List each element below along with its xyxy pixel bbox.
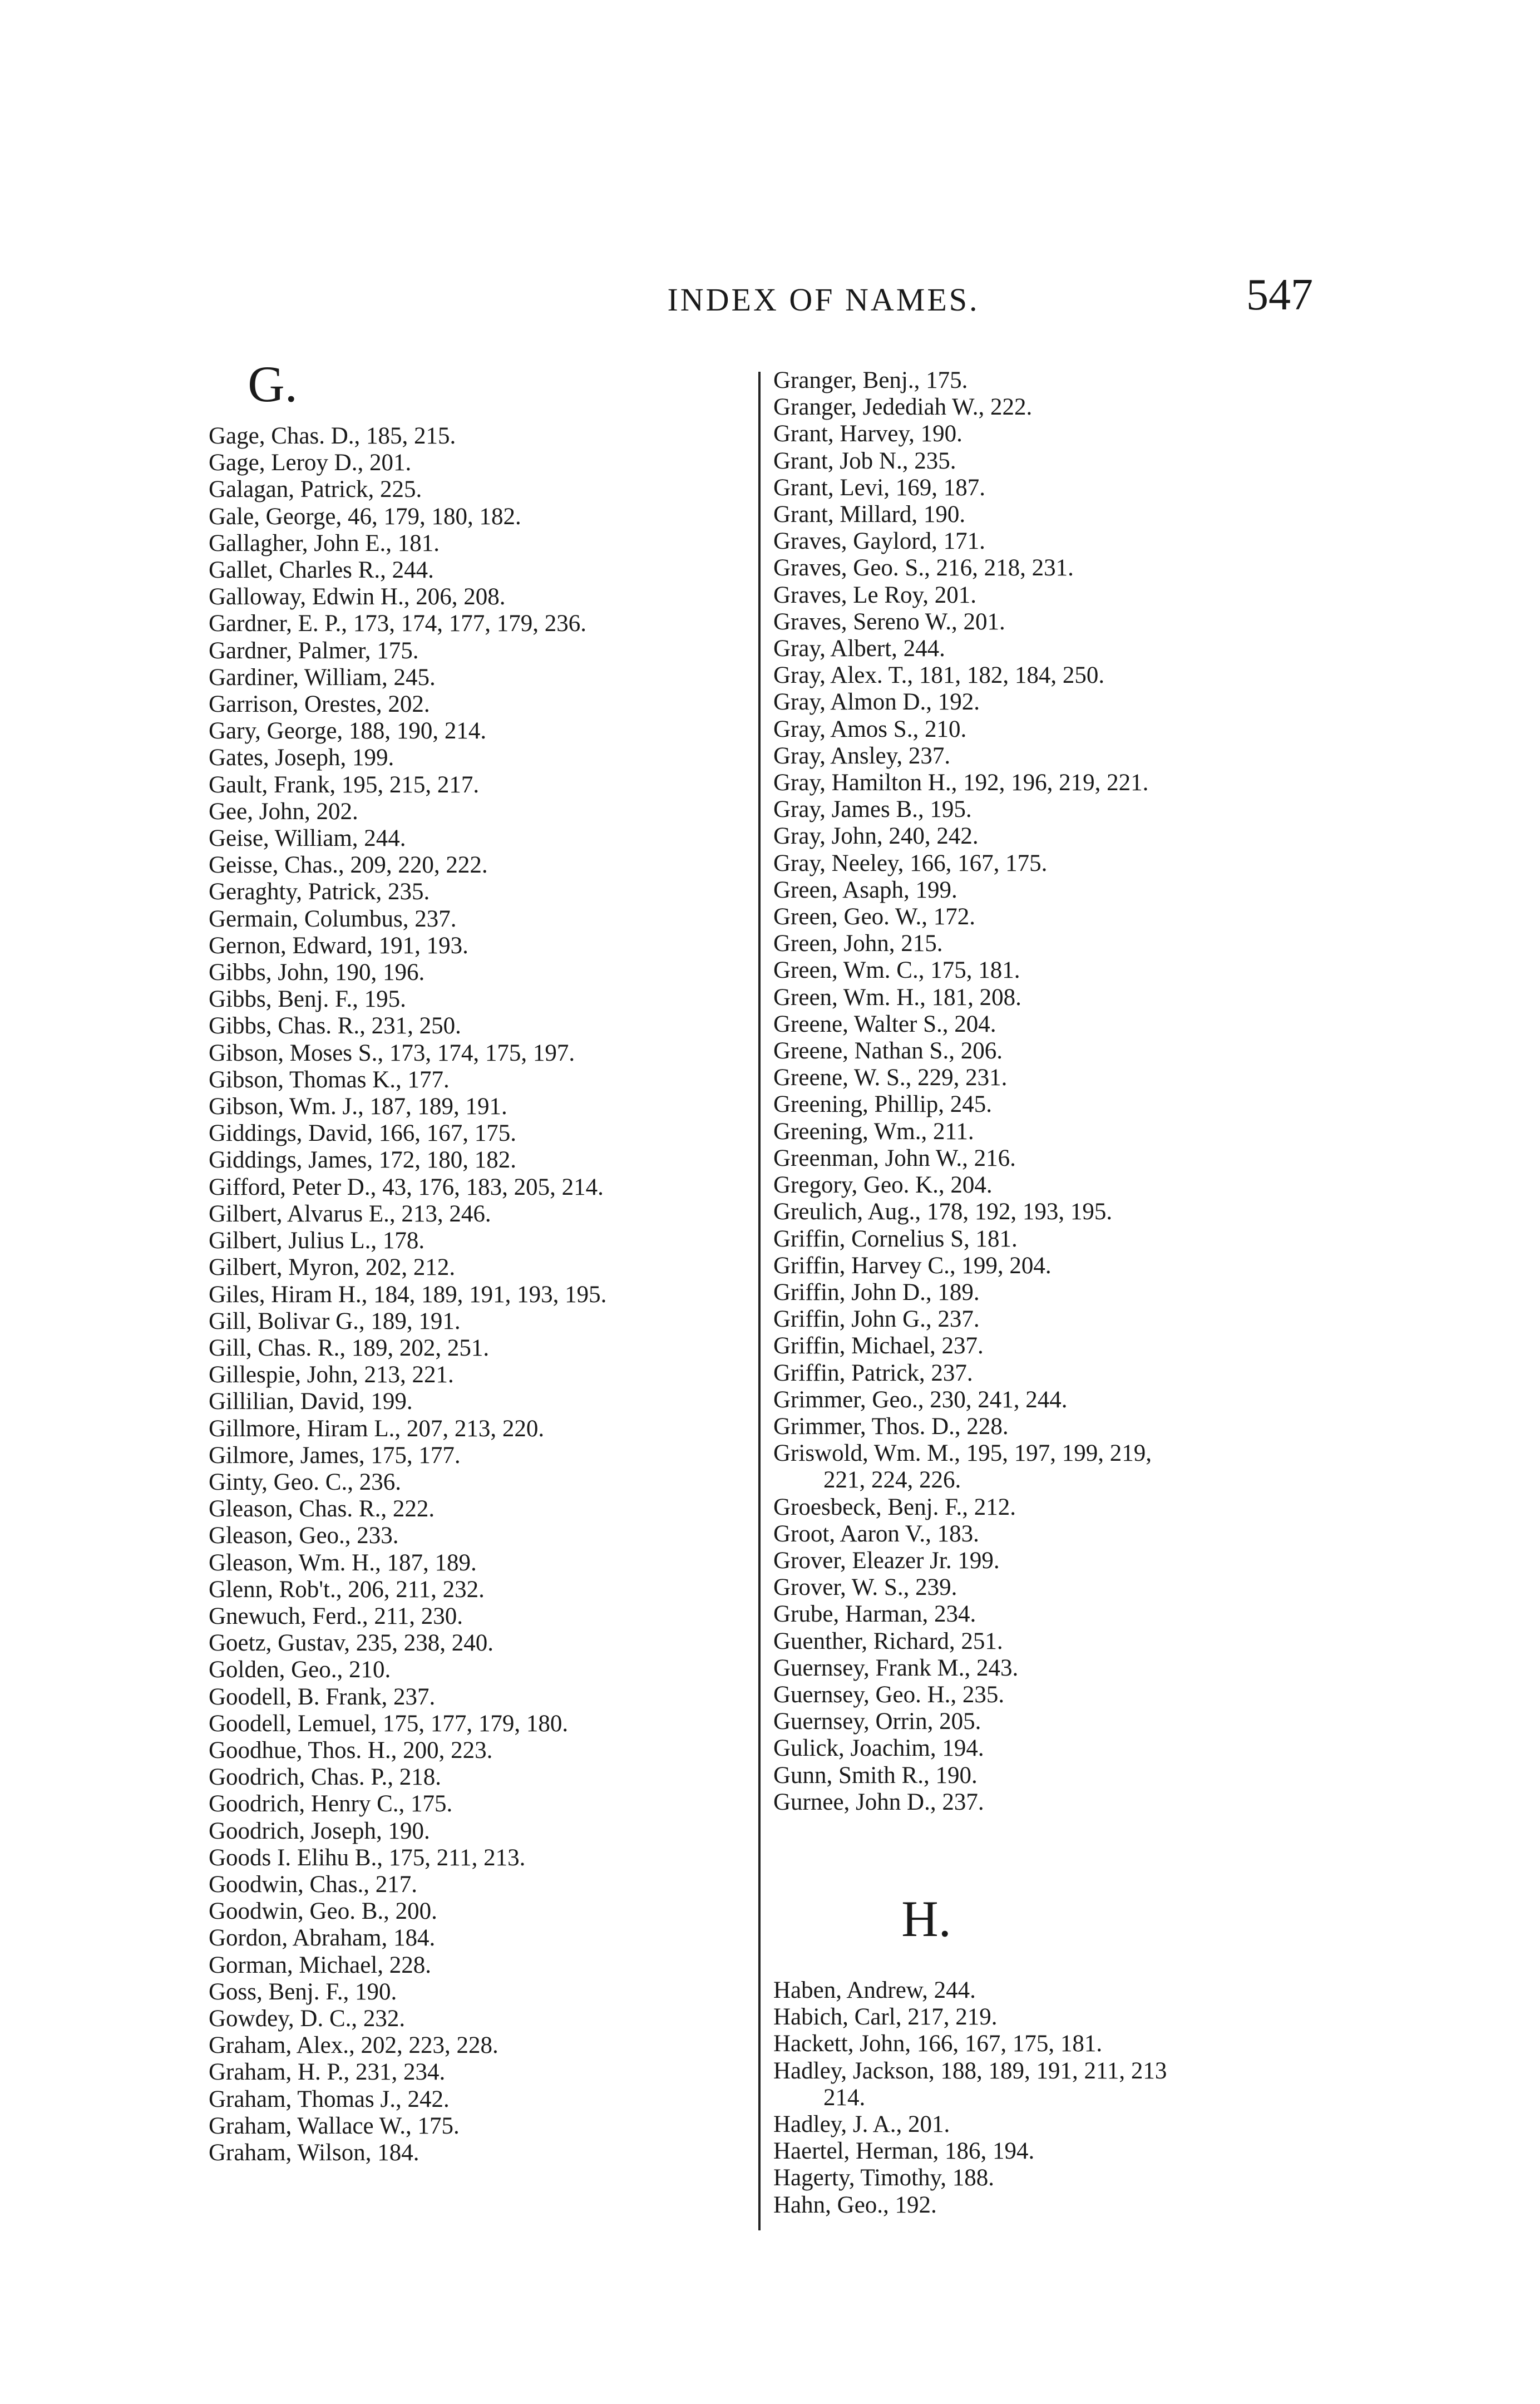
index-entry: Grimmer, Thos. D., 228. bbox=[773, 1413, 1009, 1440]
index-entry: Giles, Hiram H., 184, 189, 191, 193, 195. bbox=[209, 1281, 607, 1308]
index-entry: Gray, Ansley, 237. bbox=[773, 742, 951, 769]
index-entry: Geise, William, 244. bbox=[209, 825, 406, 852]
index-entry: Goodwin, Chas., 217. bbox=[209, 1871, 418, 1898]
column-divider bbox=[758, 372, 761, 2230]
index-entry: Giddings, James, 172, 180, 182. bbox=[209, 1147, 517, 1174]
index-entry: Gray, Hamilton H., 192, 196, 219, 221. bbox=[773, 770, 1149, 796]
index-entry: Granger, Jedediah W., 222. bbox=[773, 394, 1033, 421]
index-entry: Graham, Wilson, 184. bbox=[209, 2140, 419, 2166]
index-entry: Gnewuch, Ferd., 211, 230. bbox=[209, 1603, 463, 1629]
index-entry: Gleason, Chas. R., 222. bbox=[209, 1496, 435, 1523]
index-entry: Griffin, Michael, 237. bbox=[773, 1333, 984, 1359]
index-entry: Gibson, Moses S., 173, 174, 175, 197. bbox=[209, 1040, 575, 1066]
index-entry: Gibbs, Chas. R., 231, 250. bbox=[209, 1013, 461, 1040]
index-entry: Gibbs, Benj. F., 195. bbox=[209, 986, 406, 1013]
index-entry: Gage, Chas. D., 185, 215. bbox=[209, 423, 456, 449]
index-entry: Grant, Harvey, 190. bbox=[773, 421, 962, 447]
index-entry: Gage, Leroy D., 201. bbox=[209, 450, 412, 476]
index-entry: 214. bbox=[823, 2084, 866, 2111]
index-entry: Greenman, John W., 216. bbox=[773, 1145, 1016, 1171]
index-entry: Goodrich, Chas. P., 218. bbox=[209, 1764, 442, 1791]
index-entry: Griffin, Patrick, 237. bbox=[773, 1359, 973, 1386]
index-entry: Goodell, B. Frank, 237. bbox=[209, 1683, 436, 1710]
right-column bbox=[773, 367, 1352, 2219]
running-title: INDEX OF NAMES. bbox=[667, 282, 980, 318]
index-entry: Gallet, Charles R., 244. bbox=[209, 557, 434, 584]
index-entry: Graves, Le Roy, 201. bbox=[773, 582, 977, 608]
index-entry: Hahn, Geo., 192. bbox=[773, 2191, 937, 2218]
index-entry: Griswold, Wm. M., 195, 197, 199, 219, bbox=[773, 1440, 1152, 1467]
index-entry: Greening, Wm., 211. bbox=[773, 1118, 974, 1145]
index-entry: Giddings, David, 166, 167, 175. bbox=[209, 1120, 517, 1147]
index-entry: Guernsey, Frank M., 243. bbox=[773, 1654, 1019, 1681]
index-entry: Greening, Phillip, 245. bbox=[773, 1091, 992, 1118]
index-entry: Graham, Wallace W., 175. bbox=[209, 2112, 460, 2139]
index-entry: Habich, Carl, 217, 219. bbox=[773, 2004, 998, 2031]
index-entry: Hadley, J. A., 201. bbox=[773, 2111, 950, 2137]
index-entry: Gilbert, Julius L., 178. bbox=[209, 1228, 425, 1254]
index-entry: Gillmore, Hiram L., 207, 213, 220. bbox=[209, 1415, 545, 1442]
index-entry: Greene, Walter S., 204. bbox=[773, 1011, 996, 1037]
index-entry: Gray, James B., 195. bbox=[773, 796, 972, 823]
index-entry: Gleason, Geo., 233. bbox=[209, 1523, 399, 1549]
index-entry: Graham, Thomas J., 242. bbox=[209, 2086, 450, 2112]
index-entry: Gault, Frank, 195, 215, 217. bbox=[209, 771, 480, 798]
index-entry: Green, John, 215. bbox=[773, 930, 943, 957]
index-entry: Gardner, E. P., 173, 174, 177, 179, 236. bbox=[209, 610, 587, 637]
index-entry: Goodell, Lemuel, 175, 177, 179, 180. bbox=[209, 1710, 569, 1737]
index-entry: Grant, Levi, 169, 187. bbox=[773, 474, 985, 501]
index-entry: Grant, Millard, 190. bbox=[773, 501, 966, 528]
index-entry: Gilbert, Myron, 202, 212. bbox=[209, 1254, 456, 1281]
index-entry: Gray, Amos S., 210. bbox=[773, 716, 967, 742]
index-entry: Gray, Neeley, 166, 167, 175. bbox=[773, 850, 1048, 876]
index-entry: Gurnee, John D., 237. bbox=[773, 1789, 984, 1815]
index-entry: Goodhue, Thos. H., 200, 223. bbox=[209, 1737, 493, 1763]
index-entry: Gillilian, David, 199. bbox=[209, 1388, 413, 1415]
index-entry: Golden, Geo., 210. bbox=[209, 1657, 391, 1683]
index-entry: Hackett, John, 166, 167, 175, 181. bbox=[773, 2031, 1103, 2057]
index-entry: Goodrich, Henry C., 175. bbox=[209, 1791, 453, 1817]
index-entry: Goods I. Elihu B., 175, 211, 213. bbox=[209, 1844, 526, 1871]
index-entry: Gulick, Joachim, 194. bbox=[773, 1735, 984, 1762]
index-entry: Granger, Benj., 175. bbox=[773, 367, 968, 393]
index-entry: Griffin, Cornelius S, 181. bbox=[773, 1225, 1018, 1252]
index-entry: Gillespie, John, 213, 221. bbox=[209, 1362, 454, 1388]
index-entry: Haben, Andrew, 244. bbox=[773, 1977, 976, 2003]
index-entry: Graves, Sereno W., 201. bbox=[773, 608, 1005, 635]
index-entry: Grimmer, Geo., 230, 241, 244. bbox=[773, 1386, 1068, 1413]
index-entry: Groot, Aaron V., 183. bbox=[773, 1520, 979, 1547]
index-entry: Griffin, Harvey C., 199, 204. bbox=[773, 1252, 1052, 1279]
index-entry: Ginty, Geo. C., 236. bbox=[209, 1469, 401, 1495]
index-entry-list bbox=[773, 1977, 1352, 2219]
index-entry: Galagan, Patrick, 225. bbox=[209, 476, 422, 503]
index-entry: Gary, George, 188, 190, 214. bbox=[209, 718, 487, 745]
index-entry: Graves, Geo. S., 216, 218, 231. bbox=[773, 555, 1074, 582]
index-entry: Gibson, Wm. J., 187, 189, 191. bbox=[209, 1093, 507, 1120]
index-entry: Gordon, Abraham, 184. bbox=[209, 1925, 436, 1952]
index-entry: Graham, Alex., 202, 223, 228. bbox=[209, 2032, 498, 2059]
index-entry: Gleason, Wm. H., 187, 189. bbox=[209, 1549, 477, 1576]
index-entry: Gray, Alex. T., 181, 182, 184, 250. bbox=[773, 662, 1105, 689]
index-entry: Goodwin, Geo. B., 200. bbox=[209, 1898, 437, 1925]
index-entry: Gates, Joseph, 199. bbox=[209, 745, 394, 771]
index-entry: Guernsey, Geo. H., 235. bbox=[773, 1681, 1005, 1708]
index-entry: Green, Wm. H., 181, 208. bbox=[773, 984, 1021, 1011]
index-entry: Green, Geo. W., 172. bbox=[773, 904, 976, 930]
index-entry: Guernsey, Orrin, 205. bbox=[773, 1708, 981, 1735]
index-entry: Germain, Columbus, 237. bbox=[209, 905, 457, 932]
index-entry: Greene, Nathan S., 206. bbox=[773, 1038, 1003, 1065]
index-entry: Gee, John, 202. bbox=[209, 798, 358, 825]
index-entry: Gilmore, James, 175, 177. bbox=[209, 1442, 461, 1469]
index-entry: Grover, Eleazer Jr. 199. bbox=[773, 1547, 1000, 1574]
index-entry: Gorman, Michael, 228. bbox=[209, 1952, 432, 1978]
index-entry: Galloway, Edwin H., 206, 208. bbox=[209, 584, 506, 610]
index-entry: Greulich, Aug., 178, 192, 193, 195. bbox=[773, 1199, 1113, 1225]
index-entry: Gray, Albert, 244. bbox=[773, 636, 945, 662]
index-entry: Green, Asaph, 199. bbox=[773, 876, 957, 903]
index-entry: Graves, Gaylord, 171. bbox=[773, 528, 985, 555]
index-entry: Gibbs, John, 190, 196. bbox=[209, 959, 425, 986]
index-entry: Hadley, Jackson, 188, 189, 191, 211, 213 bbox=[773, 2057, 1167, 2084]
index-entry: Gernon, Edward, 191, 193. bbox=[209, 932, 468, 959]
index-entry: Goetz, Gustav, 235, 238, 240. bbox=[209, 1630, 493, 1657]
index-entry: Gale, George, 46, 179, 180, 182. bbox=[209, 503, 521, 530]
index-entry: Gardiner, William, 245. bbox=[209, 664, 436, 691]
index-entry: Gunn, Smith R., 190. bbox=[773, 1762, 978, 1789]
index-entry: Hagerty, Timothy, 188. bbox=[773, 2165, 994, 2191]
index-entry: Greene, W. S., 229, 231. bbox=[773, 1065, 1008, 1091]
index-entry: Groesbeck, Benj. F., 212. bbox=[773, 1494, 1016, 1520]
index-entry: Geraghty, Patrick, 235. bbox=[209, 879, 430, 905]
index-entry: Garrison, Orestes, 202. bbox=[209, 691, 430, 718]
index-entry: Goss, Benj. F., 190. bbox=[209, 1978, 397, 2005]
index-entry: Gardner, Palmer, 175. bbox=[209, 637, 419, 664]
index-entry-list bbox=[773, 367, 1352, 1816]
index-entry: Grube, Harman, 234. bbox=[773, 1601, 976, 1628]
index-entry: Griffin, John G., 237. bbox=[773, 1306, 980, 1333]
index-entry: Gowdey, D. C., 232. bbox=[209, 2005, 406, 2032]
left-column bbox=[209, 345, 765, 2166]
index-entry: Gregory, Geo. K., 204. bbox=[773, 1172, 993, 1199]
index-entry: Haertel, Herman, 186, 194. bbox=[773, 2138, 1035, 2165]
index-entry: Gallagher, John E., 181. bbox=[209, 530, 440, 556]
index-entry: Gibson, Thomas K., 177. bbox=[209, 1066, 450, 1093]
index-entry: Geisse, Chas., 209, 220, 222. bbox=[209, 852, 488, 879]
index-entry: Gray, Almon D., 192. bbox=[773, 689, 980, 716]
index-entry: Glenn, Rob't., 206, 211, 232. bbox=[209, 1576, 485, 1603]
index-entry: Grover, W. S., 239. bbox=[773, 1574, 957, 1601]
page-number: 547 bbox=[1246, 270, 1313, 319]
index-entry: Griffin, John D., 189. bbox=[773, 1279, 980, 1306]
index-entry: Green, Wm. C., 175, 181. bbox=[773, 957, 1020, 984]
index-entry: Goodrich, Joseph, 190. bbox=[209, 1817, 430, 1844]
section-heading-h: H. bbox=[901, 1890, 951, 1947]
section-heading-g: G. bbox=[248, 356, 298, 412]
index-entry-list bbox=[209, 423, 765, 2166]
index-entry: Gill, Bolivar G., 189, 191. bbox=[209, 1308, 461, 1334]
index-entry: Grant, Job N., 235. bbox=[773, 447, 956, 474]
index-entry: Gilbert, Alvarus E., 213, 246. bbox=[209, 1200, 491, 1227]
index-entry: Gray, John, 240, 242. bbox=[773, 823, 979, 850]
index-entry: Gill, Chas. R., 189, 202, 251. bbox=[209, 1334, 490, 1361]
index-entry: Graham, H. P., 231, 234. bbox=[209, 2059, 446, 2086]
index-entry: Guenther, Richard, 251. bbox=[773, 1628, 1003, 1654]
index-entry: 221, 224, 226. bbox=[823, 1467, 961, 1494]
index-entry: Gifford, Peter D., 43, 176, 183, 205, 214. bbox=[209, 1174, 604, 1200]
